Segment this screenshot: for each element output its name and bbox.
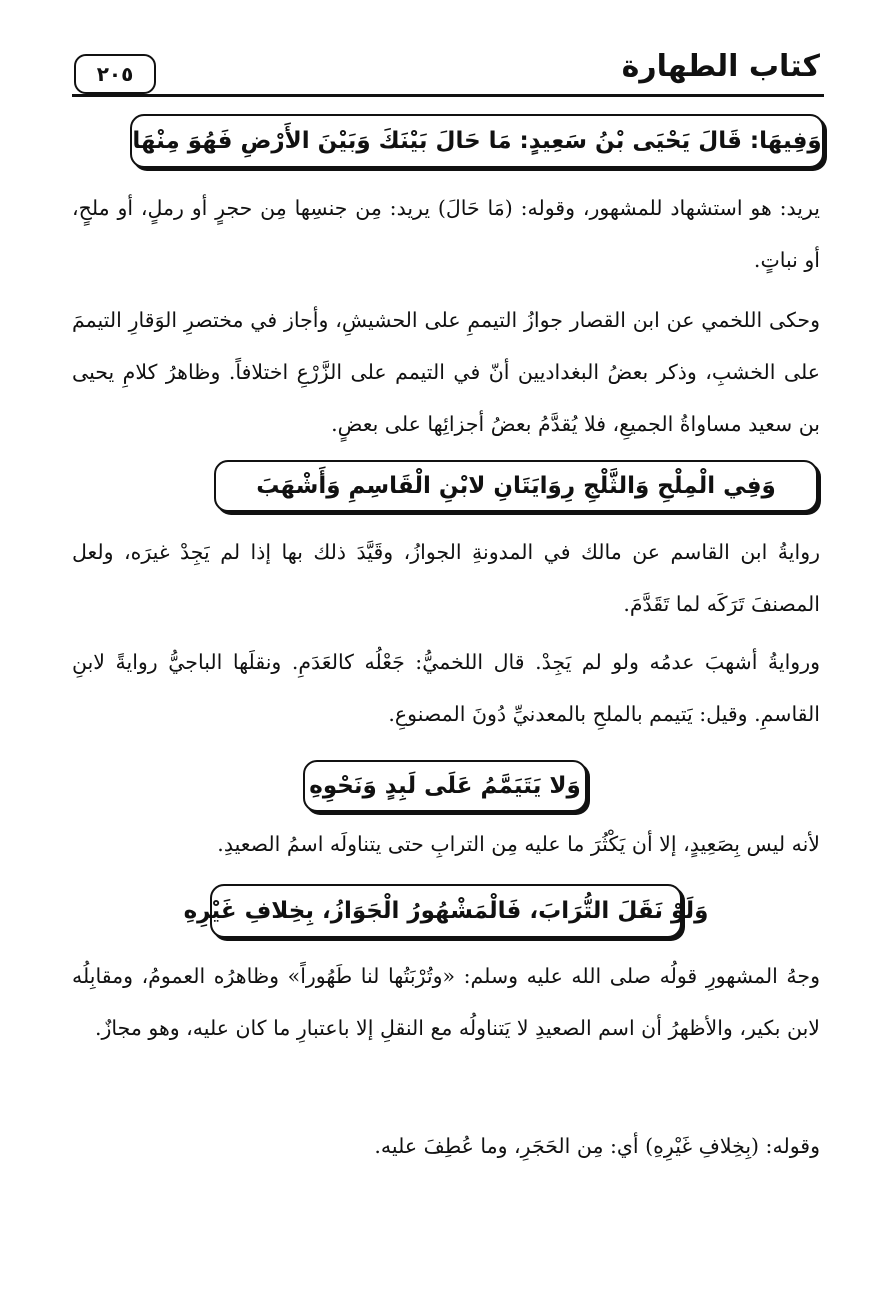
header-rule bbox=[72, 94, 824, 97]
section-heading: وَفِيهَا: قَالَ يَحْيَى بْنُ سَعِيدٍ: مَا حَالَ بَيْنَكَ وَبَيْنَ الأَرْضِ فَهُوَ مِنْهَا bbox=[130, 114, 824, 168]
paragraph: يريد: هو استشهاد للمشهور، وقوله: (مَا حَالَ) يريد: مِن جنسِها مِن حجرٍ أو رملٍ، أو ملحٍ، أو نباتٍ. bbox=[72, 196, 820, 272]
page-number: ٢٠٥ bbox=[74, 54, 156, 94]
paragraph: لأنه ليس بِصَعِيدٍ، إلا أن يَكْثُرَ ما عليه مِن الترابِ حتى يتناولَه اسمُ الصعيدِ. bbox=[217, 832, 820, 856]
section-heading: وَلا يَتَيَمَّمُ عَلَى لَبِدٍ وَنَحْوِهِ bbox=[303, 760, 587, 812]
paragraph: وقوله: (بِخِلافِ غَيْرِهِ) أي: مِن الحَجَرِ، وما عُطِفَ عليه. bbox=[374, 1134, 820, 1158]
book-title: كتاب الطهارة bbox=[621, 49, 820, 84]
section-heading: وَفِي الْمِلْحِ وَالثَّلْجِ رِوَايَتَانِ لابْنِ الْقَاسِمِ وَأَشْهَبَ bbox=[214, 460, 818, 512]
paragraph: وروايةُ أشهبَ عدمُه ولو لم يَجِدْ. قال اللخميُّ: جَعْلُه كالعَدَمِ. ونقلَها الباجيُّ روايةً لابنِ القاسمِ. وقيل: يَتيمم بالملحِ بالمعدنيِّ دُونَ المصنوعِ. bbox=[72, 650, 820, 726]
paragraph: وجهُ المشهورِ قولُه صلى الله عليه وسلم: «وتُرْبَتُها لنا طَهُوراً» وظاهرُه العمومُ، ومقابِلُه لابن بكير، والأظهرُ أن اسم الصعيدِ لا يَتناولُه مع النقلِ إلا باعتبارِ ما كان عليه، وهو مجازٌ. bbox=[72, 964, 820, 1040]
page-header bbox=[72, 44, 824, 100]
paragraph: وحكى اللخمي عن ابن القصار جوازُ التيممِ على الحشيشِ، وأجاز في مختصرِ الوَقارِ التيممَ على الخشبِ، وذكر بعضُ البغداديين أنّ في التيمم على الزَّرْعِ اختلافاً. وظاهرُ كلامِ يحيى بن سعيد مساواةُ الجميعِ، فلا يُقدَّمُ بعضُ أجزائِها على بعضٍ. bbox=[72, 308, 820, 436]
paragraph: روايةُ ابن القاسم عن مالك في المدونةِ الجوازُ، وقَيَّدَ ذلك بها إذا لم يَجِدْ غيرَه، ولعل المصنفَ تَرَكَه لما تَقَدَّمَ. bbox=[72, 540, 820, 616]
section-heading: وَلَوْ نَقَلَ التُّرَابَ، فَالْمَشْهُورُ الْجَوَازُ، بِخِلافِ غَيْرِهِ bbox=[210, 884, 682, 938]
